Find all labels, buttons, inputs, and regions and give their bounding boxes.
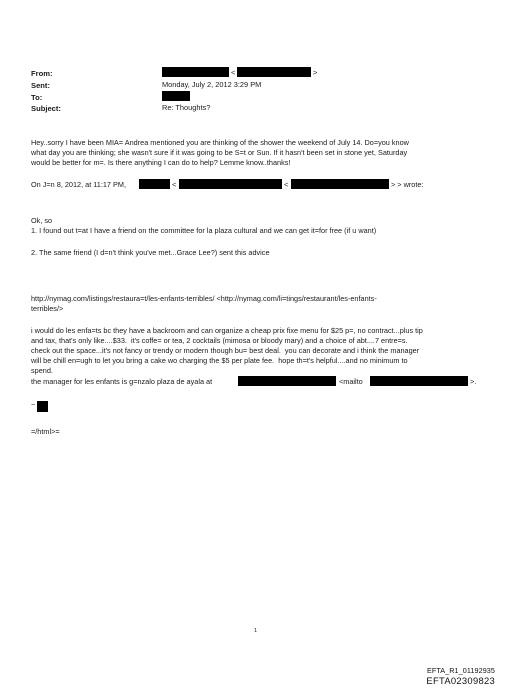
signature-redaction xyxy=(37,401,48,412)
body-line: and tax, that's only like....$33. it's coffe= or tea, 2 cocktails (mimosa or bloody mary) and a choice of abt....7 entre=s. xyxy=(31,336,408,345)
subject-label: Subject: xyxy=(31,104,61,113)
to-redaction xyxy=(162,91,190,101)
mailto-redaction xyxy=(370,376,468,386)
mailto-text: <mailto xyxy=(339,377,363,386)
sent-value: Monday, July 2, 2012 3:29 PM xyxy=(162,80,262,89)
quote-bracket: < xyxy=(172,180,177,189)
quote-bracket: < xyxy=(284,180,289,189)
quote-intro: On J=n 8, 2012, at 11:17 PM, xyxy=(31,180,126,189)
bates-number-primary: EFTA_R1_01192935 xyxy=(426,666,495,675)
body-line: check out the space...it's not fancy or trendy or modern though bu= best deal. you can decorate and i think the manager xyxy=(31,346,420,355)
from-name-redaction xyxy=(162,67,229,77)
link-text: terribles/> xyxy=(31,304,64,313)
list-item: 2. The same friend (I d=n't think you've met...Grace Lee?) sent this advice xyxy=(31,248,270,257)
body-line: i would do les enfa=ts bc they have a backroom and can organize a cheap prix fixe menu for $25 p=, no contract...plus tip xyxy=(31,326,423,335)
sent-label: Sent: xyxy=(31,81,50,90)
to-label: To: xyxy=(31,93,43,102)
bates-number-secondary: EFTA02309823 xyxy=(426,675,495,686)
manager-email-redaction xyxy=(238,376,336,386)
body-line: would be better for m=. Is there anything I can do to help? Lemme know..thanks! xyxy=(31,158,291,167)
from-label: From: xyxy=(31,69,53,78)
quote-wrote: > > wrote: xyxy=(391,180,424,189)
body-line: what day you are thinking; she wasn't sure if it was going to be S=t or Sun. If it hasn't been set in stone yet, Saturday xyxy=(31,148,408,157)
list-item: 1. I found out t=at I have a friend on the committee for la plaza cultural and we can get it=for free (if u want) xyxy=(31,226,377,235)
from-email-redaction xyxy=(237,67,311,77)
from-close-bracket: > xyxy=(313,68,318,77)
body-line: will be chill en=ugh to let you bring a cake wo charging the $5 per plate fee. hope th=t's helpful....and no minimum to xyxy=(31,356,408,365)
quote-email-redaction xyxy=(179,179,282,189)
signature-tilde: ~ xyxy=(31,400,36,409)
body-line: Ok, so xyxy=(31,216,53,225)
quote-name-redaction xyxy=(139,179,170,189)
quote-email-redaction xyxy=(291,179,389,189)
manager-line: the manager for les enfants is g=nzalo plaza de ayala at xyxy=(31,377,213,386)
body-line: Hey..sorry I have been MIA= Andrea mentioned you are thinking of the shower the weekend of July 14. Do=you know xyxy=(31,138,409,147)
page-number-visible: 1 xyxy=(254,628,258,634)
html-end-text: =/html>= xyxy=(31,427,60,436)
link-text: http://nymag.com/listings/restaura=t/les-enfants-terribles/ <http://nymag.com/li=tings/restaurant/les-enfants- xyxy=(31,294,377,303)
from-open-bracket: < xyxy=(231,68,236,77)
end-bracket: >. xyxy=(470,377,477,386)
subject-value: Re: Thoughts? xyxy=(162,103,211,112)
body-line: spend. xyxy=(31,366,53,375)
